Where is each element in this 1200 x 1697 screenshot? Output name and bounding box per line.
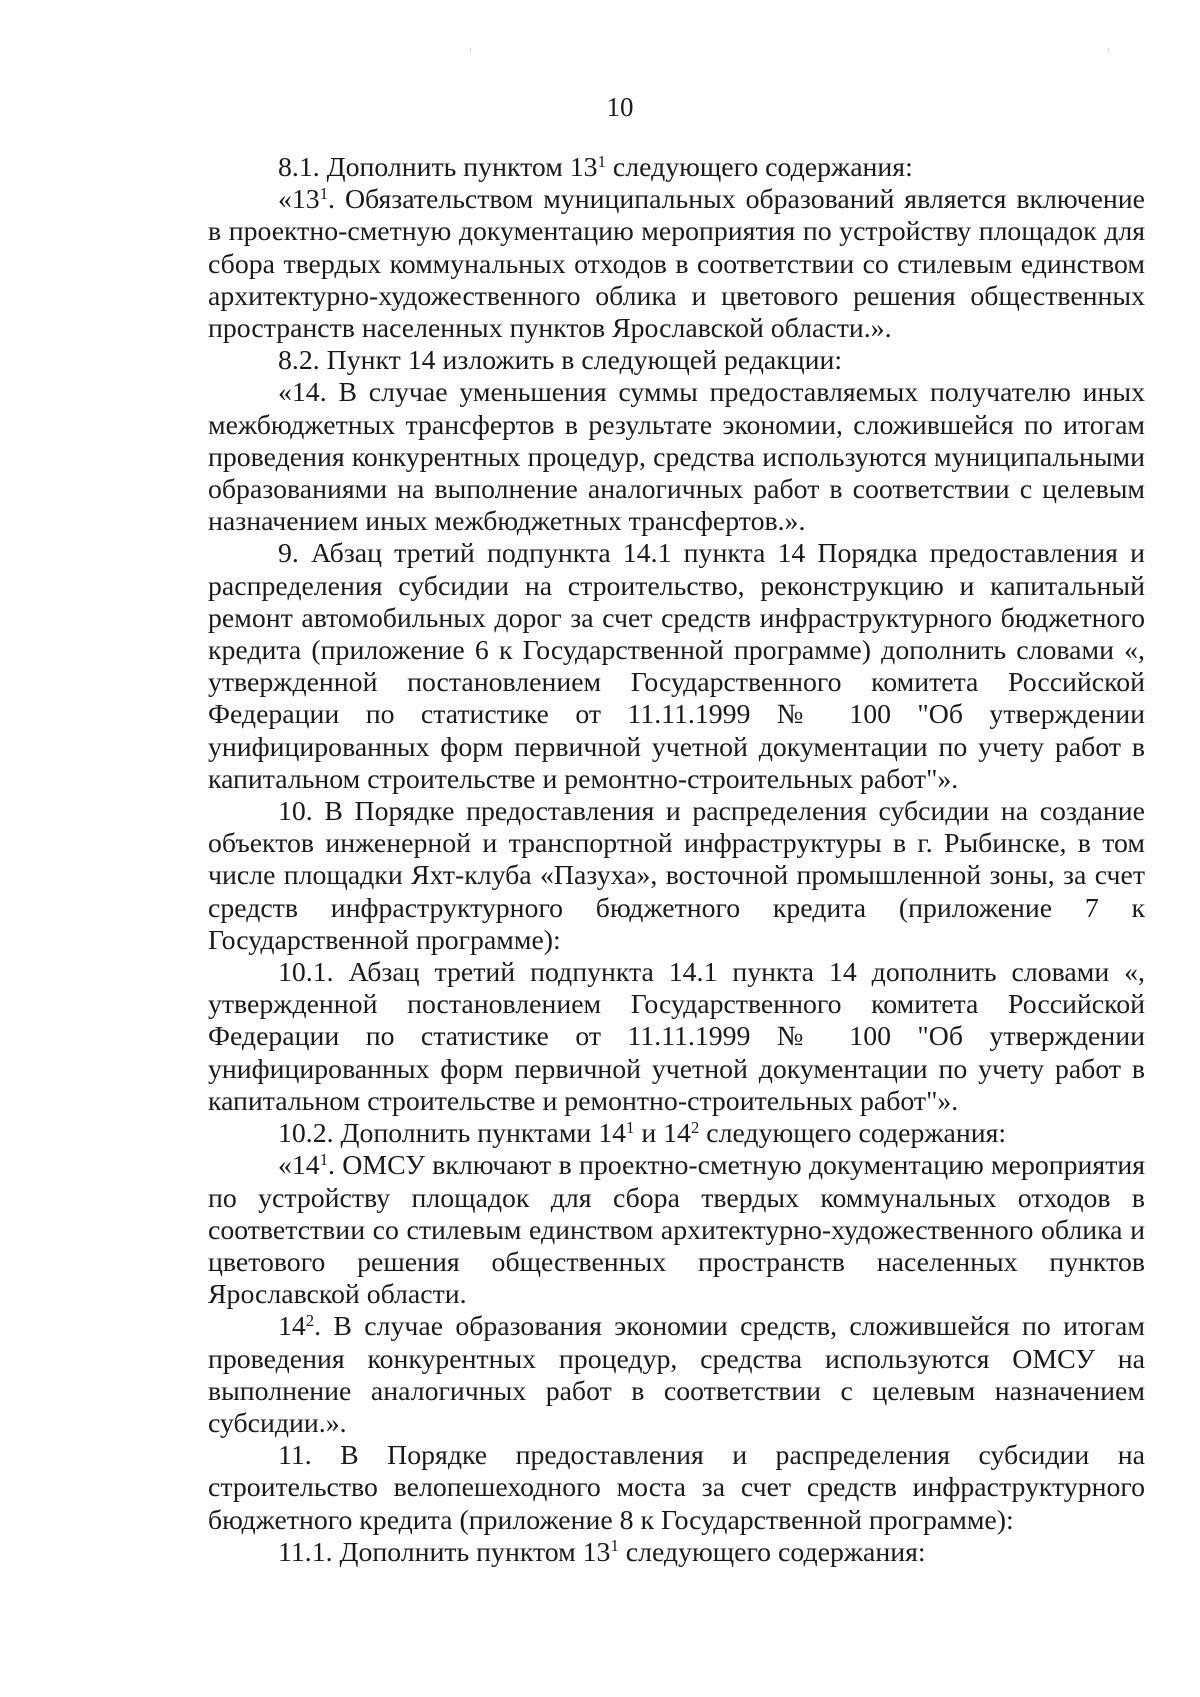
text-run: 10.2. Дополнить пунктами 14 (278, 1118, 627, 1150)
paragraph-p-8-2 (208, 345, 1145, 377)
scan-artifact (470, 48, 471, 52)
superscript: 1 (610, 1536, 619, 1556)
superscript: 2 (690, 1117, 700, 1137)
superscript: 1 (319, 183, 329, 203)
paragraph-p-10 (208, 796, 1145, 957)
superscript: 2 (305, 1311, 315, 1331)
text-run: 14 (278, 1311, 306, 1343)
text-run: 9. Абзац третий подпункта 14.1 пункта 14 Порядка предоставления и распределения субсидии на строительство, реконструкцию и капитальный ремонт автомобильных дорог за счет средств инфраструктурного бюджетного кредита (приложение 6 к Государственной программе) дополнить словами «, утвержденной постановлением Государственного комитета Российской Федерации по статистике от 11.11.1999 № 100 "Об утверждении унифицированных форм первичной учетной документации по учету работ в капитальном строительстве и ремонтно-строительных работ"». (208, 538, 1145, 795)
paragraph-p-10-1 (208, 957, 1145, 1118)
paragraph-p-11-1 (208, 1537, 1145, 1569)
scan-artifact (1108, 48, 1109, 52)
text-run: . В случае образования экономии средств, сложившейся по итогам проведения конкурентных процедур, средства используются ОМСУ на выполнение аналогичных работ в соответствии с целевым назначением субсидии.». (208, 1311, 1145, 1439)
paragraph-p-14 (208, 377, 1145, 538)
text-run: следующего содержания: (699, 1118, 1007, 1150)
paragraph-p-10-2 (208, 1118, 1145, 1150)
text-run: 8.1. Дополнить пунктом 13 (278, 152, 598, 183)
paragraph-p-14-1 (208, 1150, 1145, 1311)
text-run: 11. В Порядке предоставления и распределения субсидии на строительство велопешеходного моста за счет средств инфраструктурного бюджетного кредита (приложение 8 к Государственной программе): (208, 1440, 1145, 1536)
document-body (208, 152, 1145, 1569)
text-run: . ОМСУ включают в проектно-сметную документацию мероприятия по устройству площадок для сбора твердых коммунальных отходов в соответствии со стилевым единством архитектурно-художественного облика и цветового решения общественных пространств населенных пунктов Ярославской области. (208, 1150, 1145, 1311)
paragraph-p-8-1 (208, 152, 1145, 184)
text-run: 10.1. Абзац третий подпункта 14.1 пункта 14 дополнить словами «, утвержденной постановлением Государственного комитета Российской Федерации по статистике от 11.11.1999 № 100 "Об утверждении унифицированных форм первичной учетной документации по учету работ в капитальном строительстве и ремонтно-строительных работ"». (208, 957, 1145, 1117)
text-run: следующего содержания: (605, 152, 913, 183)
text-run: и 14 (634, 1118, 691, 1150)
paragraph-p-11 (208, 1440, 1145, 1537)
superscript: 1 (597, 151, 606, 171)
text-run: «13 (278, 184, 320, 216)
text-run: «14. В случае уменьшения суммы предоставляемых получателю иных межбюджетных трансфертов в результате экономии, сложившейся по итогам проведения конкурентных процедур, средства используются муниципальными образованиями на выполнение аналогичных работ в соответствии с целевым назначением иных межбюджетных трансфертов.». (208, 377, 1145, 538)
paragraph-p-9 (208, 538, 1145, 796)
paragraph-p-13-1 (208, 184, 1145, 345)
text-run: «14 (278, 1150, 320, 1182)
page-number: 10 (606, 92, 634, 122)
paragraph-p-14-2 (208, 1311, 1145, 1440)
text-run: 11.1. Дополнить пунктом 13 (278, 1536, 611, 1568)
superscript: 1 (319, 1150, 329, 1170)
text-run: 8.2. Пункт 14 изложить в следующей редакции: (278, 345, 843, 377)
superscript: 1 (626, 1117, 635, 1137)
text-run: . Обязательством муниципальных образований является включение в проектно-сметную документацию мероприятия по устройству площадок для сбора твердых коммунальных отходов в соответствии со стилевым единством архитектурно-художественного облика и цветового решения общественных пространств населенных пунктов Ярославской области.». (208, 184, 1145, 345)
text-run: 10. В Порядке предоставления и распределения субсидии на создание объектов инженерной и транспортной инфраструктуры в г. Рыбинске, в том числе площадки Яхт-клуба «Пазуха», восточной промышленной зоны, за счет средств инфраструктурного бюджетного кредита (приложение 7 к Государственной программе): (208, 796, 1145, 956)
text-run: следующего содержания: (618, 1536, 926, 1568)
